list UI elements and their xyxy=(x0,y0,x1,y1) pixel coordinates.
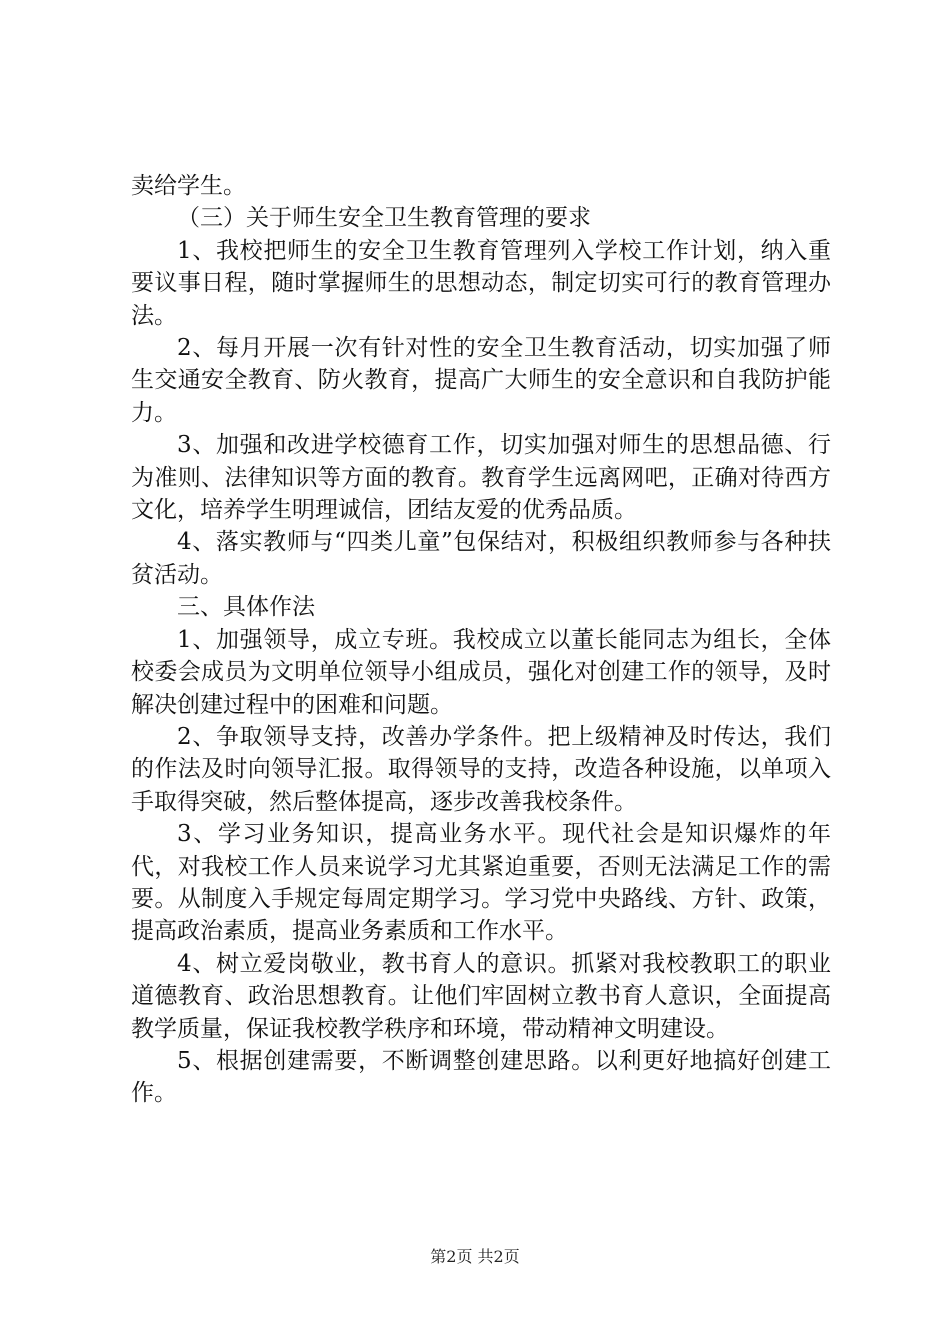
paragraph-continuation: 卖给学生。 xyxy=(131,173,246,199)
section-heading-practices: 三、具体作法 xyxy=(177,594,315,621)
document-body xyxy=(131,170,831,1110)
paragraph-practice-1: 1、加强领导，成立专班。我校成立以董长能同志为组长，全体校委会成员为文明单位领导小组成员，强化对创建工作的领导，及时解决创建过程中的困难和问题。 xyxy=(131,626,831,718)
paragraph-practice-2: 2、争取领导支持，改善办学条件。把上级精神及时传达，我们的作法及时向领导汇报。取得领导的支持，改造各种设施，以单项入手取得突破，然后整体提高，逐步改善我校条件。 xyxy=(131,723,831,815)
paragraph-practice-3: 3、学习业务知识，提高业务水平。现代社会是知识爆炸的年代，对我校工作人员来说学习尤其紧迫重要，否则无法满足工作的需要。从制度入手规定每周定期学习。学习党中央路线、方针、政策，提高政治素质，提高业务素质和工作水平。 xyxy=(131,821,831,945)
section-heading-3: （三）关于师生安全卫生教育管理的要求 xyxy=(177,205,591,232)
paragraph-practice-5: 5、根据创建需要，不断调整创建思路。以利更好地搞好创建工作。 xyxy=(131,1047,831,1107)
paragraph-item-3: 3、加强和改进学校德育工作，切实加强对师生的思想品德、行为准则、法律知识等方面的教育。教育学生远离网吧，正确对待西方文化，培养学生明理诚信，团结友爱的优秀品质。 xyxy=(131,432,831,524)
page-number-footer: 第2页 共2页 xyxy=(430,1247,520,1266)
paragraph-practice-4: 4、树立爱岗敬业，教书育人的意识。抓紧对我校教职工的职业道德教育、政治思想教育。让他们牢固树立教书育人意识，全面提高教学质量，保证我校教学秩序和环境，带动精神文明建设。 xyxy=(131,950,831,1042)
paragraph-item-4: 4、落实教师与“四类儿童”包保结对，积极组织教师参与各种扶贫活动。 xyxy=(131,529,831,588)
paragraph-item-1: 1、我校把师生的安全卫生教育管理列入学校工作计划，纳入重要议事日程，随时掌握师生的思想动态，制定切实可行的教育管理办法。 xyxy=(131,237,831,329)
paragraph-item-2: 2、每月开展一次有针对性的安全卫生教育活动，切实加强了师生交通安全教育、防火教育，提高广大师生的安全意识和自我防护能力。 xyxy=(131,335,831,426)
